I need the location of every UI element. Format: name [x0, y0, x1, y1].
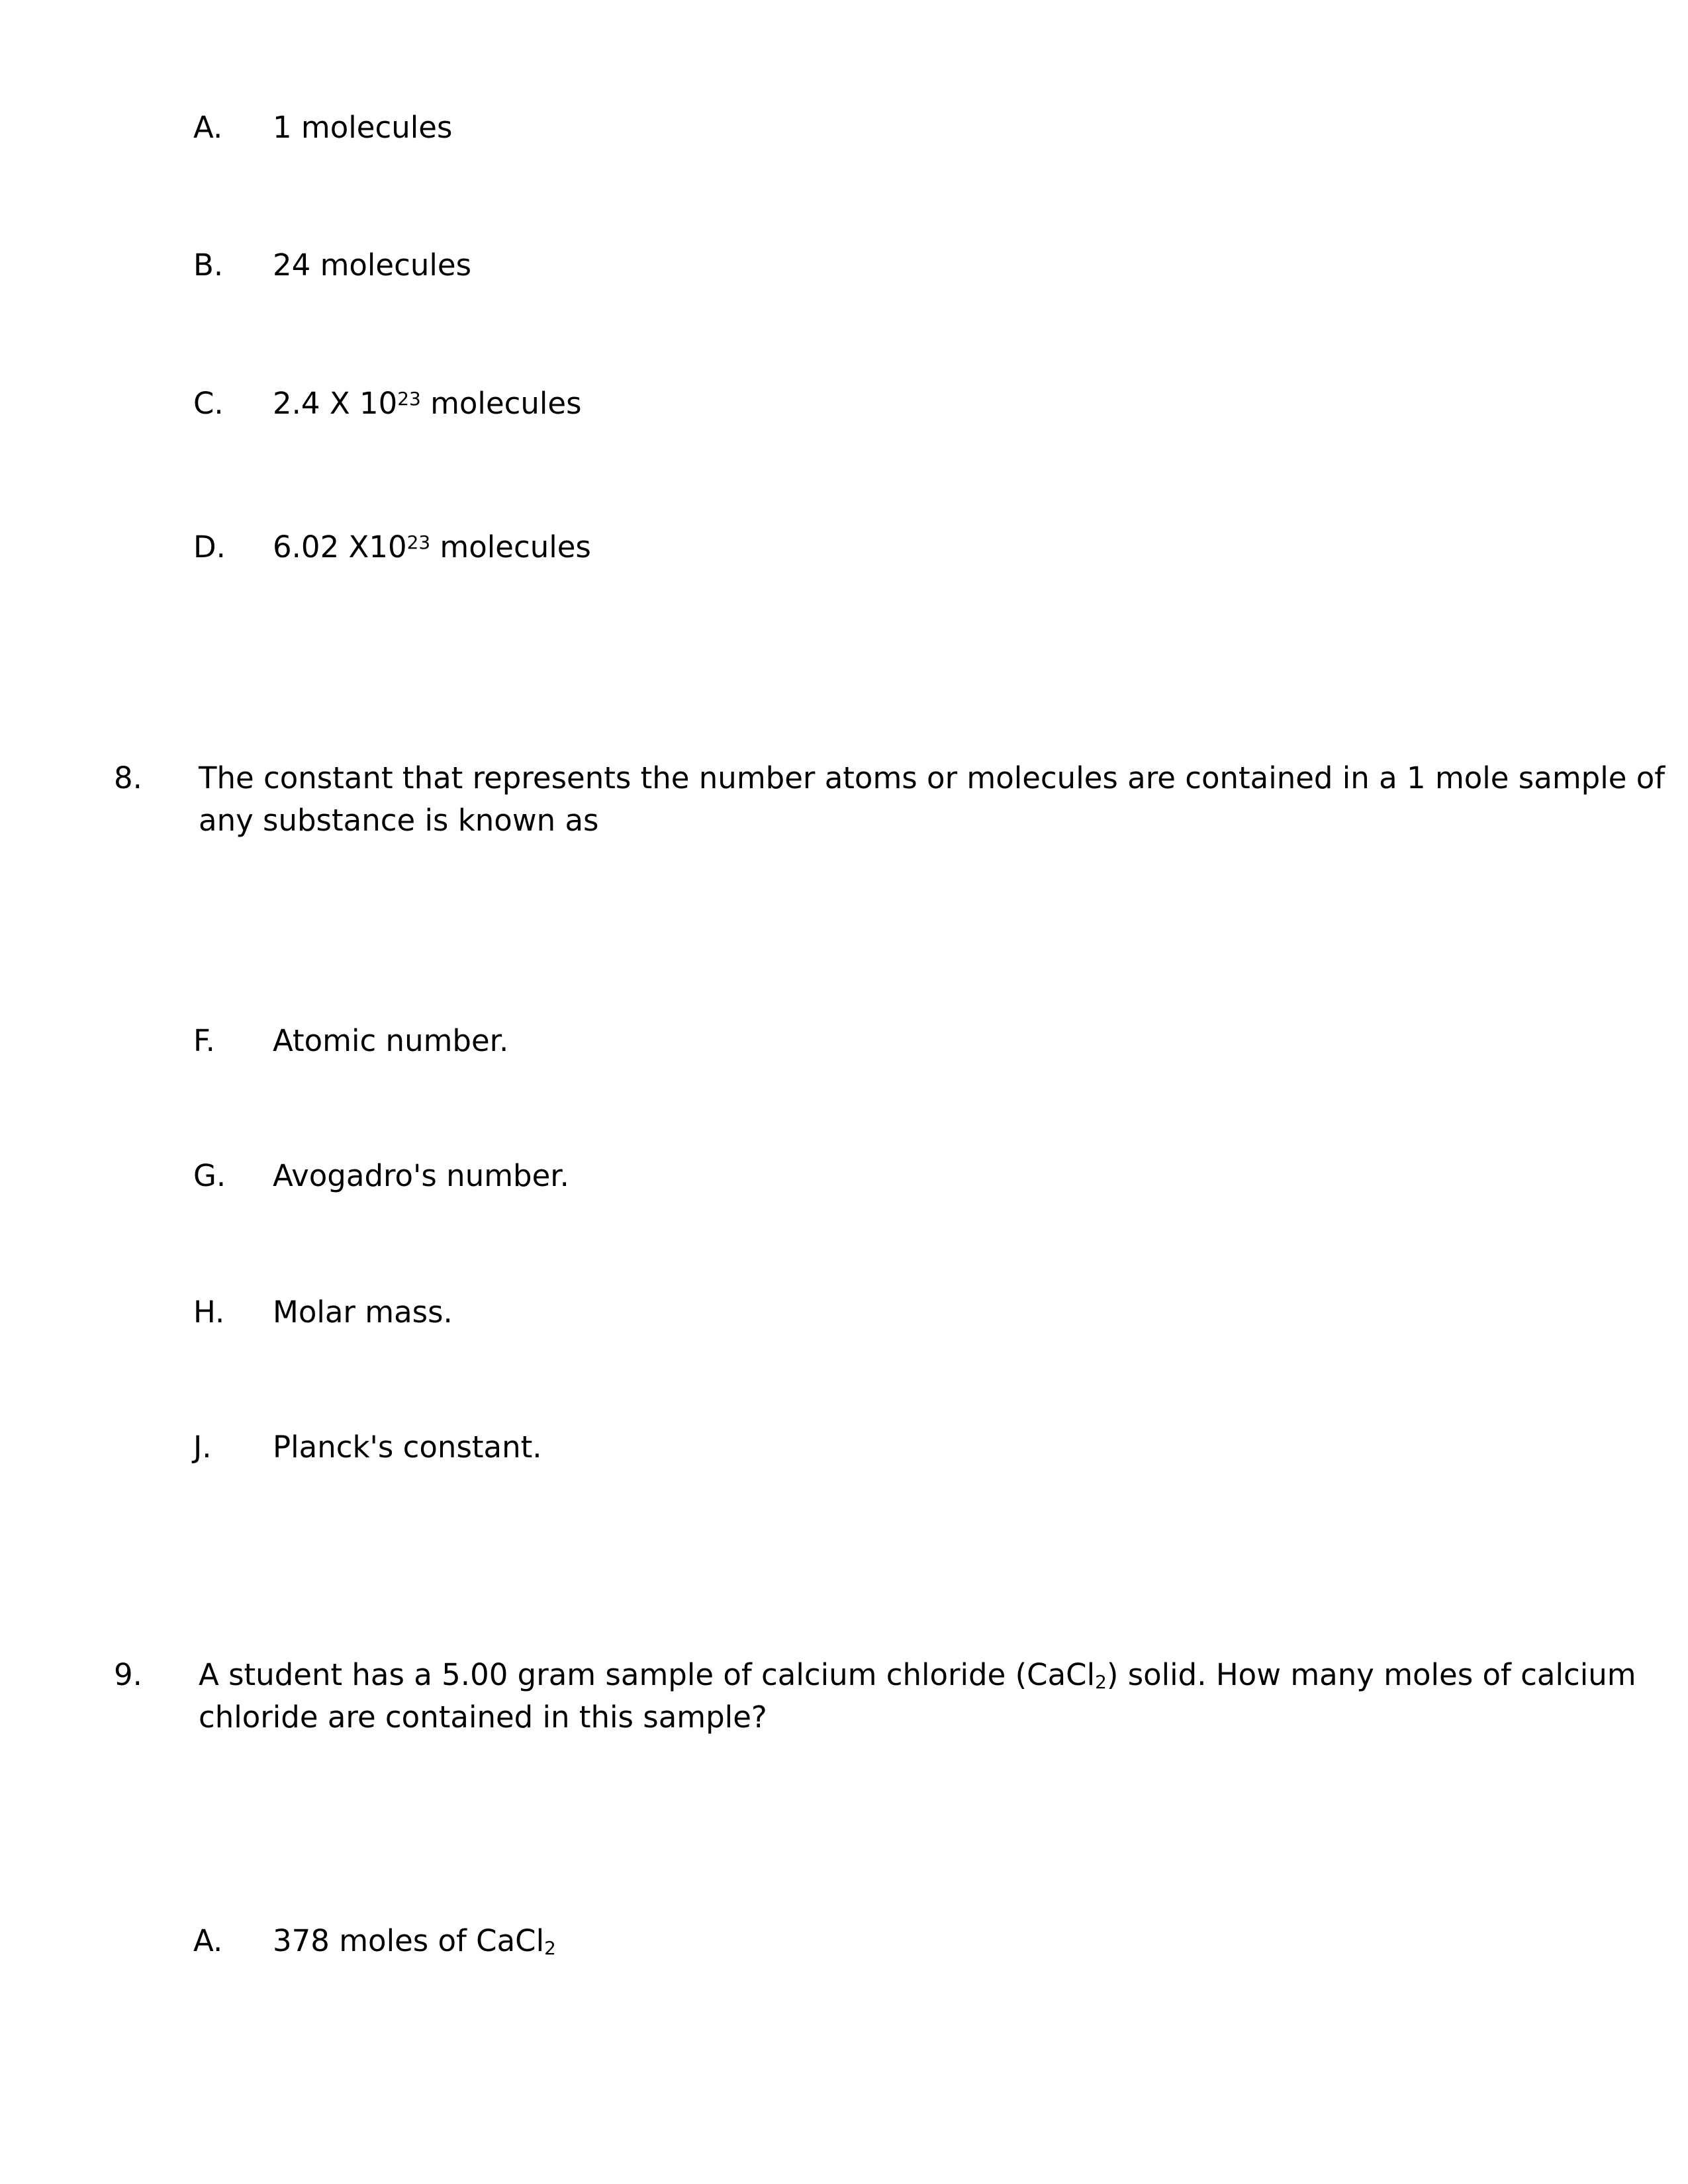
- option-text: Planck's constant.: [273, 1430, 542, 1465]
- option-row-b: [193, 244, 471, 287]
- option-letter: C.: [193, 386, 224, 421]
- option-row-h: [193, 1291, 453, 1334]
- question-text-line: any substance is known as: [199, 803, 599, 838]
- question-8: [114, 757, 1665, 842]
- option-row-a2: [193, 1920, 556, 1962]
- option-text: 6.02 $X10^{23}$ molecules: [273, 529, 591, 565]
- question-text-line: chloride are contained in this sample?: [199, 1700, 767, 1735]
- option-letter: J.: [193, 1430, 212, 1465]
- option-letter: A.: [193, 110, 223, 145]
- question-text-line: The constant that represents the number atoms or molecules are contained in a 1 mole sample of: [199, 760, 1665, 796]
- option-letter: B.: [193, 248, 224, 283]
- question-text: [199, 757, 1665, 842]
- option-row-j: [193, 1426, 542, 1469]
- option-row-a: [193, 107, 452, 149]
- option-text: 24 molecules: [273, 248, 472, 283]
- option-letter: A.: [193, 1923, 223, 1958]
- option-text: Molar mass.: [273, 1295, 453, 1330]
- option-text: Atomic number.: [273, 1023, 509, 1058]
- option-text: 378 moles of CaCl$_2$: [273, 1923, 556, 1960]
- option-letter: D.: [193, 529, 226, 565]
- option-letter: F.: [193, 1023, 215, 1058]
- option-row-g: [193, 1155, 569, 1197]
- option-letter: H.: [193, 1295, 225, 1330]
- question-9: [114, 1654, 1636, 1739]
- option-letter: G.: [193, 1158, 226, 1193]
- option-text: Avogadro's number.: [273, 1158, 569, 1193]
- option-text: 2.4 X $10^{23}$ molecules: [273, 386, 582, 421]
- option-row-d: [193, 526, 591, 569]
- option-text: 1 molecules: [273, 110, 453, 145]
- option-row-f: [193, 1020, 508, 1062]
- question-number: 8.: [114, 760, 142, 796]
- question-number: 9.: [114, 1657, 142, 1692]
- option-row-c: [193, 383, 582, 425]
- question-text-line: A student has a 5.00 gram sample of calcium chloride (CaCl$_2$) solid. How many moles of calcium: [199, 1657, 1636, 1694]
- question-text: [199, 1654, 1636, 1739]
